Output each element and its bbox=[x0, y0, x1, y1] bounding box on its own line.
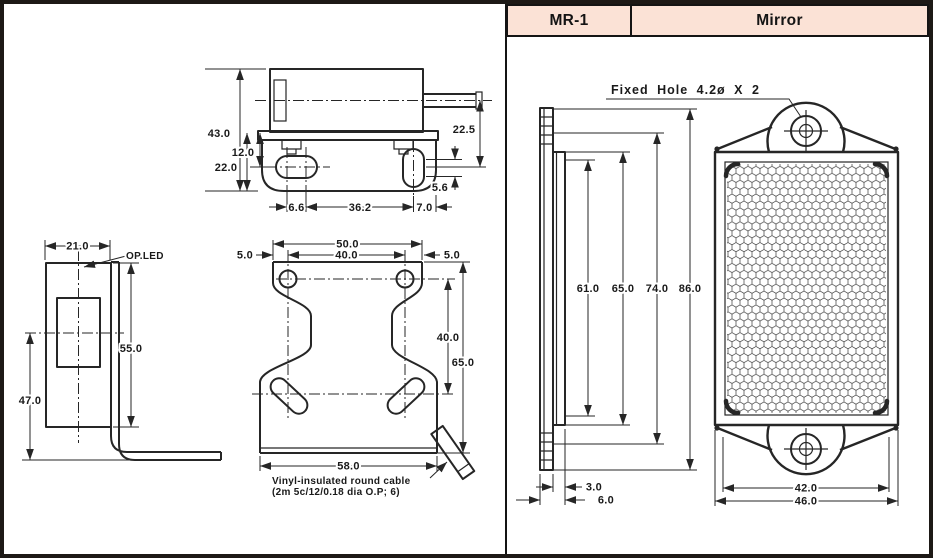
cable-note-line2: (2m 5c/12/0.18 dia O.P; 6) bbox=[272, 487, 400, 498]
dim-total-thickness: 6.0 bbox=[597, 494, 615, 507]
mirror-plate-profile bbox=[553, 152, 565, 425]
dim-reflector-width: 42.0 bbox=[794, 482, 818, 495]
dim-edge-offset: 7.0 bbox=[416, 202, 433, 214]
dim-base-width: 58.0 bbox=[337, 460, 360, 473]
slot-hole-right-angled bbox=[384, 375, 428, 417]
dim-bracket-height: 47.0 bbox=[18, 395, 42, 407]
dim-plate-height: 65.0 bbox=[611, 283, 635, 295]
dim-bracket-height: 65.0 bbox=[451, 357, 475, 369]
mirror-side-view bbox=[516, 108, 701, 507]
dim-hole-pitch-h: 40.0 bbox=[335, 249, 358, 262]
dim-slot-pitch: 6.6 bbox=[288, 202, 305, 214]
dim-cable-height: 22.5 bbox=[452, 124, 476, 136]
right-nut bbox=[394, 140, 413, 154]
dim-hole-span: 36.2 bbox=[348, 202, 372, 214]
dim-total-width: 46.0 bbox=[794, 495, 818, 508]
slot-hole-left-angled bbox=[267, 375, 311, 417]
dim-plate-offset: 12.0 bbox=[231, 147, 255, 159]
op-led-label: OP.LED bbox=[126, 251, 164, 262]
bracket-body bbox=[262, 140, 436, 191]
fixed-hole-label: Fixed Hole 4.2ø X 2 bbox=[611, 83, 760, 97]
dim-front-width: 21.0 bbox=[66, 240, 89, 253]
dim-hole-offset: 5.6 bbox=[431, 182, 449, 194]
model-number: MR-1 bbox=[549, 11, 589, 29]
title-bar bbox=[506, 4, 929, 37]
product-cell bbox=[632, 6, 927, 35]
panel-divider-overlay bbox=[505, 4, 507, 554]
dim-edge-right: 5.0 bbox=[443, 249, 461, 262]
bracket-edge bbox=[111, 262, 221, 460]
sensor-front-view bbox=[19, 240, 221, 460]
dim-hole-pitch: 74.0 bbox=[645, 283, 669, 295]
dim-lower-height: 22.0 bbox=[214, 162, 238, 174]
mirror-bracket-profile bbox=[540, 108, 553, 470]
bracket-outline bbox=[260, 262, 437, 453]
cable-note-line1: Vinyl-insulated round cable bbox=[272, 476, 411, 487]
dim-plate-thickness: 3.0 bbox=[585, 481, 603, 494]
dim-total-height: 43.0 bbox=[207, 128, 231, 140]
mounting-bracket-view bbox=[237, 239, 474, 499]
dim-outer-width: 50.0 bbox=[336, 238, 359, 251]
model-cell bbox=[508, 6, 632, 35]
dim-hole-pitch-v: 40.0 bbox=[436, 332, 460, 344]
product-name: Mirror bbox=[756, 11, 803, 29]
dim-window-height: 55.0 bbox=[119, 343, 143, 355]
left-nut bbox=[282, 140, 301, 154]
reflector-honeycomb bbox=[727, 164, 886, 413]
dim-total-height: 86.0 bbox=[678, 283, 702, 295]
dim-reflector-height: 61.0 bbox=[576, 283, 600, 295]
sensor-side-view bbox=[205, 69, 492, 214]
dim-edge-left: 5.0 bbox=[236, 249, 254, 262]
